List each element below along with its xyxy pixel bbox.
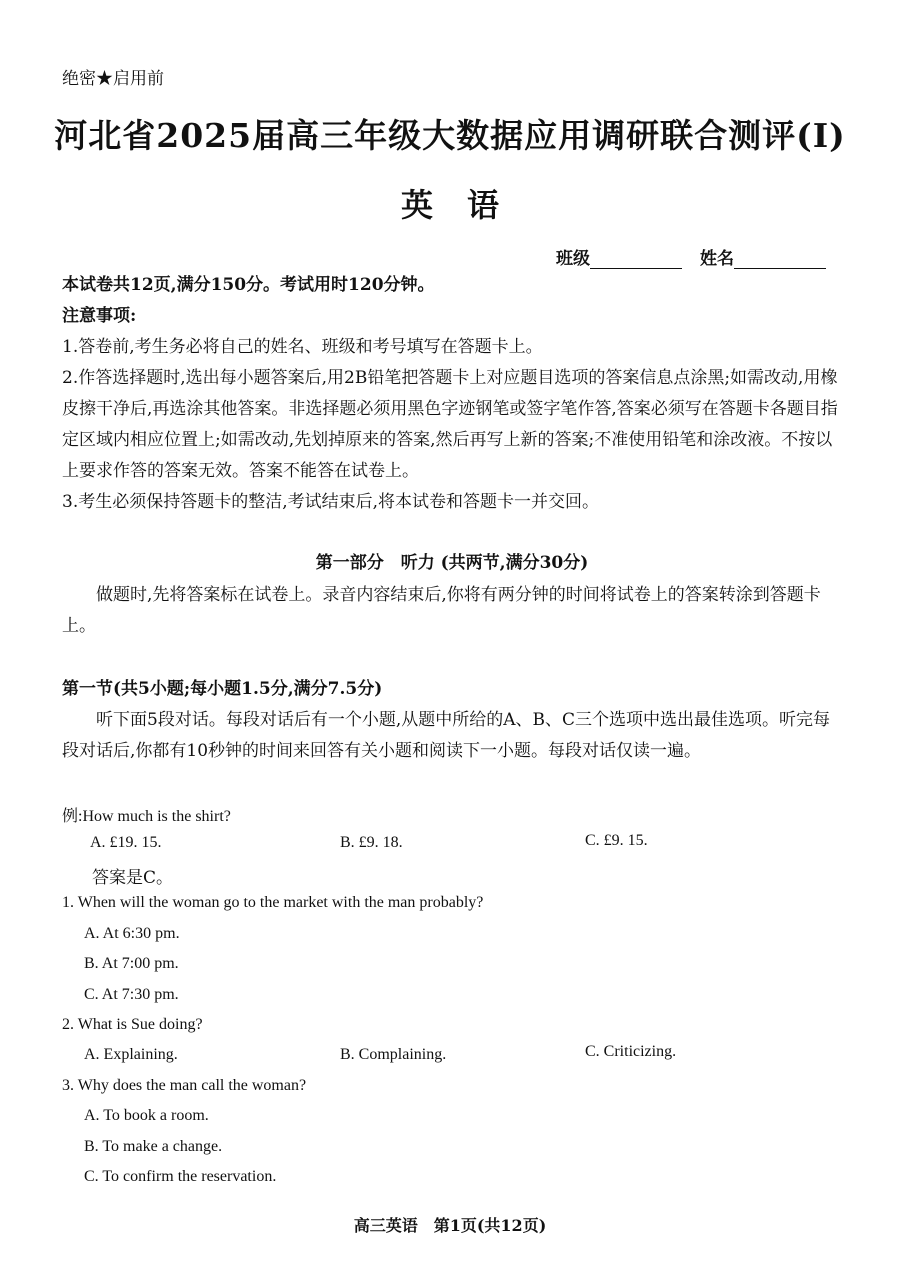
name-label: 姓名 bbox=[700, 249, 734, 269]
note-3: 3.考生必须保持答题卡的整洁,考试结束后,将本试卷和答题卡一并交回。 bbox=[62, 492, 600, 512]
q3-option-c: C. To confirm the reservation. bbox=[84, 1168, 277, 1185]
example-option-a: A. £19. 15. bbox=[90, 834, 162, 851]
q1-option-c: C. At 7:30 pm. bbox=[84, 986, 179, 1003]
example-option-b: B. £9. 18. bbox=[340, 834, 403, 851]
notes-heading: 注意事项: bbox=[62, 306, 137, 326]
section1-heading: 第一节(共5小题;每小题1.5分,满分7.5分) bbox=[62, 679, 383, 699]
example-option-c: C. £9. 15. bbox=[585, 832, 648, 849]
question-3: 3. Why does the man call the woman? bbox=[62, 1077, 307, 1094]
class-blank bbox=[590, 250, 682, 269]
note-1: 1.答卷前,考生务必将自己的姓名、班级和考号填写在答题卡上。 bbox=[62, 337, 543, 357]
student-info-fields bbox=[556, 244, 826, 269]
exam-instructions bbox=[62, 270, 842, 518]
q3-option-a: A. To book a room. bbox=[84, 1107, 209, 1124]
example-answer: 答案是C。 bbox=[92, 868, 174, 888]
class-label: 班级 bbox=[556, 249, 590, 269]
section1-instruction: 听下面5段对话。每段对话后有一个小题,从题中所给的A、B、C三个选项中选出最佳选项。听完每段对话后,你都有10秒钟的时间来回答有关小题和阅读下一小题。每段对话仅读一遍。 bbox=[62, 710, 830, 761]
example-question: 例:How much is the shirt? bbox=[62, 808, 231, 825]
question-2: 2. What is Sue doing? bbox=[62, 1016, 203, 1033]
exam-title: 河北省2025届高三年级大数据应用调研联合测评(Ⅰ) bbox=[54, 116, 846, 155]
page-footer: 高三英语 第1页(共12页) bbox=[353, 1216, 547, 1235]
q2-option-b: B. Complaining. bbox=[340, 1046, 447, 1063]
part1-heading: 第一部分 听力 (共两节,满分30分) bbox=[315, 553, 589, 573]
confidential-mark: 绝密★启用前 bbox=[62, 69, 164, 89]
part1-instruction: 做题时,先将答案标在试卷上。录音内容结束后,你将有两分钟的时间将试卷上的答案转涂到答题卡上。 bbox=[62, 585, 821, 636]
name-blank bbox=[734, 250, 826, 269]
q3-option-b: B. To make a change. bbox=[84, 1138, 223, 1155]
q2-option-a: A. Explaining. bbox=[84, 1046, 178, 1063]
subject-title: 英语 bbox=[400, 186, 533, 224]
q2-option-c: C. Criticizing. bbox=[585, 1043, 677, 1060]
note-2: 2.作答选择题时,选出每小题答案后,用2B铅笔把答题卡上对应题目选项的答案信息点涂黑;如需改动,用橡皮擦干净后,再选涂其他答案。非选择题必须用黑色字迹钢笔或签字笔作答,答案必须写在答题卡各题目指定区域内相应位置上;如需改动,先划掉原来的答案,然后再写上新的答案;不准使用铅笔和涂改液。不按以上要求作答的答案无效。答案不能答在试卷上。 bbox=[62, 368, 838, 481]
exam-summary: 本试卷共12页,满分150分。考试用时120分钟。 bbox=[62, 275, 435, 295]
q1-option-b: B. At 7:00 pm. bbox=[84, 955, 179, 972]
q1-option-a: A. At 6:30 pm. bbox=[84, 925, 180, 942]
question-1: 1. When will the woman go to the market with the man probably? bbox=[62, 894, 484, 911]
